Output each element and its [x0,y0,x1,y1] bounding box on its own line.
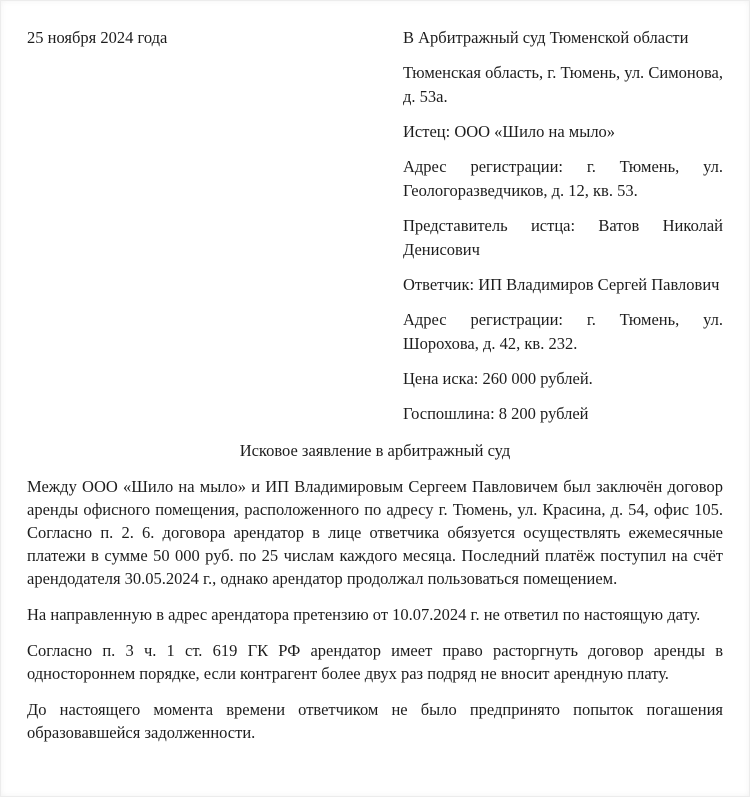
document-body [27,475,723,744]
court-name: В Арбитражный суд Тюменской области [403,28,689,47]
court-address: Тюменская область, г. Тюмень, ул. Симонова, д. 53а. [403,63,723,106]
body-paragraph: Между ООО «Шило на мыло» и ИП Владимировым Сергеем Павловичем был заключён договор аренды офисного помещения, расположенного по адресу г. Тюмень, ул. Красина, д. 54, офис 105. Согласно п. 2. 6. договора арендатор в лице ответчика обязуется осуществлять ежемесячные платежи в сумме 50 000 руб. по 25 числам каждого месяца. Последний платёж поступил на счёт арендодателя 30.05.2024 г., однако арендатор продолжал пользоваться помещением. [27,477,723,588]
body-paragraph: До настоящего момента времени ответчиком не было предпринято попыток погашения образовавшейся задолженности. [27,700,723,742]
state-fee-line: Госпошлина: 8 200 рублей [403,404,589,423]
plaintiff-line: Истец: ООО «Шило на мыло» [403,122,616,141]
document-header [27,26,723,426]
recipient-block [403,26,723,426]
plaintiff-address: Адрес регистрации: г. Тюмень, ул. Геологоразведчиков, д. 12, кв. 53. [403,157,723,200]
plaintiff-representative: Представитель истца: Ватов Николай Денисович [403,216,723,259]
document-date: 25 ноября 2024 года [27,28,168,47]
body-paragraph: На направленную в адрес арендатора претензию от 10.07.2024 г. не ответил по настоящую дату. [27,605,701,624]
document-title: Исковое заявление в арбитражный суд [239,441,511,460]
claim-price-line: Цена иска: 260 000 рублей. [403,369,593,388]
defendant-line: Ответчик: ИП Владимиров Сергей Павлович [403,275,720,294]
defendant-address: Адрес регистрации: г. Тюмень, ул. Шорохова, д. 42, кв. 232. [403,310,723,353]
body-paragraph: Согласно п. 3 ч. 1 ст. 619 ГК РФ арендатор имеет право расторгнуть договор аренды в одностороннем порядке, если контрагент более двух раз подряд не вносит арендную плату. [27,641,723,683]
